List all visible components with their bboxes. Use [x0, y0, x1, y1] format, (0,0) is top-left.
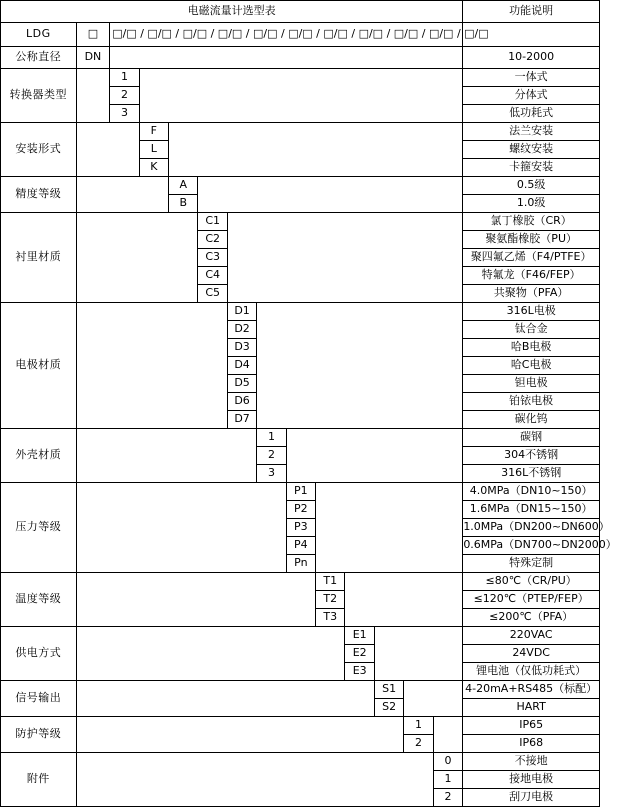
row-label-electrode-material: 电极材质 [1, 303, 77, 429]
desc-liner-3: 特氟龙（F46/FEP） [463, 267, 600, 285]
spacer-pressure-right [316, 483, 463, 573]
spacer-power-right [374, 627, 462, 681]
code-signal-1: S1 [374, 681, 403, 699]
row-label-nominal-diameter: 公称直径 [1, 47, 77, 69]
spacer-electrode-left [76, 303, 227, 429]
desc-temperature-2: ≤200℃（PFA） [463, 609, 600, 627]
spacer-converter-left [76, 69, 110, 123]
code-protection-1: 1 [404, 717, 433, 735]
code-power-1: E1 [345, 627, 374, 645]
row-label-temperature-class: 温度等级 [1, 573, 77, 627]
desc-signal-0: 4-20mA+RS485（标配） [463, 681, 600, 699]
spacer-protection-right [433, 717, 463, 753]
spacer-housing-right [286, 429, 463, 483]
model-segments [110, 23, 489, 47]
code-converter-1: 1 [110, 69, 139, 87]
code-liner-3: C3 [198, 249, 227, 267]
code-housing-2: 2 [257, 447, 286, 465]
desc-liner-4: 共聚物（PFA） [463, 285, 600, 303]
spacer-power-left [76, 627, 345, 681]
spacer-signal-right [404, 681, 463, 717]
spacer-temperature-left [76, 573, 315, 627]
code-power-2: E2 [345, 645, 374, 663]
desc-signal-1: HART [463, 699, 600, 717]
desc-accuracy-0: 0.5级 [463, 177, 600, 195]
desc-nominal-diameter-0: 10-2000 [463, 47, 600, 69]
row-label-converter-type: 转换器类型 [1, 69, 77, 123]
desc-electrode-6: 碳化钨 [463, 411, 600, 429]
row-label-liner-material: 衬里材质 [1, 213, 77, 303]
spacer-temperature-right [345, 573, 463, 627]
desc-accuracy-1: 1.0级 [463, 195, 600, 213]
row-label-accessory: 附件 [1, 753, 77, 807]
desc-electrode-4: 钽电极 [463, 375, 600, 393]
table-title: 电磁流量计选型表 [1, 1, 463, 23]
spacer-housing-left [76, 429, 257, 483]
model-segment-list [110, 23, 489, 46]
spacer-electrode-right [257, 303, 463, 429]
desc-housing-0: 碳钢 [463, 429, 600, 447]
desc-converter-0: 一体式 [463, 69, 600, 87]
spacer-liner-right [227, 213, 462, 303]
model-first-box: □ [76, 23, 110, 47]
row-label-protection-class: 防护等级 [1, 717, 77, 753]
spacer-accessory-left [76, 753, 433, 807]
desc-power-1: 24VDC [463, 645, 600, 663]
desc-electrode-0: 316L电极 [463, 303, 600, 321]
spacer-mounting-left [76, 123, 139, 177]
model-segments-text: □/□ / □/□ / □/□ / □/□ / □/□ / □/□ / □/□ / □/□ / □/□ / □/□ / □/□ [112, 27, 489, 41]
code-liner-5: C5 [198, 285, 227, 303]
spacer-nominal-diameter [110, 47, 463, 69]
spacer-pressure-left [76, 483, 286, 573]
desc-pressure-1: 1.6MPa（DN15~150） [463, 501, 600, 519]
desc-housing-1: 304不锈钢 [463, 447, 600, 465]
row-label-housing-material: 外壳材质 [1, 429, 77, 483]
spacer-accuracy-right [198, 177, 463, 213]
desc-power-2: 锂电池（仅低功耗式） [463, 663, 600, 681]
spacer-signal-left [76, 681, 374, 717]
code-electrode-5: D5 [227, 375, 256, 393]
desc-mounting-0: 法兰安装 [463, 123, 600, 141]
model-prefix: LDG [1, 23, 77, 47]
spacer-converter-right [139, 69, 463, 123]
desc-protection-0: IP65 [463, 717, 600, 735]
code-dn: DN [76, 47, 110, 69]
code-signal-2: S2 [374, 699, 403, 717]
code-accuracy-2: B [169, 195, 198, 213]
desc-electrode-5: 铂铱电极 [463, 393, 600, 411]
desc-power-0: 220VAC [463, 627, 600, 645]
code-pressure-3: P3 [286, 519, 315, 537]
desc-electrode-3: 哈C电极 [463, 357, 600, 375]
desc-header: 功能说明 [463, 1, 600, 23]
desc-protection-1: IP68 [463, 735, 600, 753]
code-housing-3: 3 [257, 465, 286, 483]
desc-electrode-2: 哈B电极 [463, 339, 600, 357]
code-mounting-1: F [139, 123, 168, 141]
desc-mounting-1: 螺纹安装 [463, 141, 600, 159]
desc-liner-0: 氯丁橡胶（CR） [463, 213, 600, 231]
desc-accessory-2: 刮刀电极 [463, 789, 600, 807]
code-accessory-3: 2 [433, 789, 463, 807]
desc-liner-2: 聚四氟乙烯（F4/PTFE） [463, 249, 600, 267]
row-label-pressure-class: 压力等级 [1, 483, 77, 573]
code-temperature-2: T2 [316, 591, 345, 609]
code-accessory-1: 0 [433, 753, 463, 771]
code-electrode-4: D4 [227, 357, 256, 375]
desc-converter-2: 低功耗式 [463, 105, 600, 123]
row-label-accuracy-class: 精度等级 [1, 177, 77, 213]
code-electrode-3: D3 [227, 339, 256, 357]
code-pressure-1: P1 [286, 483, 315, 501]
row-label-power-supply: 供电方式 [1, 627, 77, 681]
desc-mounting-2: 卡箍安装 [463, 159, 600, 177]
code-mounting-2: L [139, 141, 168, 159]
desc-liner-1: 聚氨酯橡胶（PU） [463, 231, 600, 249]
code-converter-2: 2 [110, 87, 139, 105]
code-liner-4: C4 [198, 267, 227, 285]
code-pressure-4: P4 [286, 537, 315, 555]
code-temperature-3: T3 [316, 609, 345, 627]
code-temperature-1: T1 [316, 573, 345, 591]
row-label-mounting-type: 安装形式 [1, 123, 77, 177]
code-pressure-5: Pn [286, 555, 315, 573]
code-electrode-1: D1 [227, 303, 256, 321]
desc-pressure-3: 0.6MPa（DN700~DN2000） [463, 537, 600, 555]
row-label-signal-output: 信号输出 [1, 681, 77, 717]
desc-pressure-4: 特殊定制 [463, 555, 600, 573]
code-converter-3: 3 [110, 105, 139, 123]
desc-temperature-0: ≤80℃（CR/PU） [463, 573, 600, 591]
desc-pressure-2: 1.0MPa（DN200~DN600） [463, 519, 600, 537]
desc-accessory-1: 接地电极 [463, 771, 600, 789]
code-power-3: E3 [345, 663, 374, 681]
desc-temperature-1: ≤120℃（PTEP/FEP） [463, 591, 600, 609]
spacer-mounting-right [169, 123, 463, 177]
code-electrode-2: D2 [227, 321, 256, 339]
desc-converter-1: 分体式 [463, 87, 600, 105]
code-liner-1: C1 [198, 213, 227, 231]
code-electrode-7: D7 [227, 411, 256, 429]
desc-accessory-0: 不接地 [463, 753, 600, 771]
code-accuracy-1: A [169, 177, 198, 195]
code-housing-1: 1 [257, 429, 286, 447]
code-electrode-6: D6 [227, 393, 256, 411]
code-protection-2: 2 [404, 735, 433, 753]
code-pressure-2: P2 [286, 501, 315, 519]
desc-pressure-0: 4.0MPa（DN10~150） [463, 483, 600, 501]
code-accessory-2: 1 [433, 771, 463, 789]
spacer-protection-left [76, 717, 404, 753]
code-liner-2: C2 [198, 231, 227, 249]
spacer-liner-left [76, 213, 198, 303]
desc-electrode-1: 钛合金 [463, 321, 600, 339]
code-mounting-3: K [139, 159, 168, 177]
desc-housing-2: 316L不锈钢 [463, 465, 600, 483]
spacer-accuracy-left [76, 177, 168, 213]
